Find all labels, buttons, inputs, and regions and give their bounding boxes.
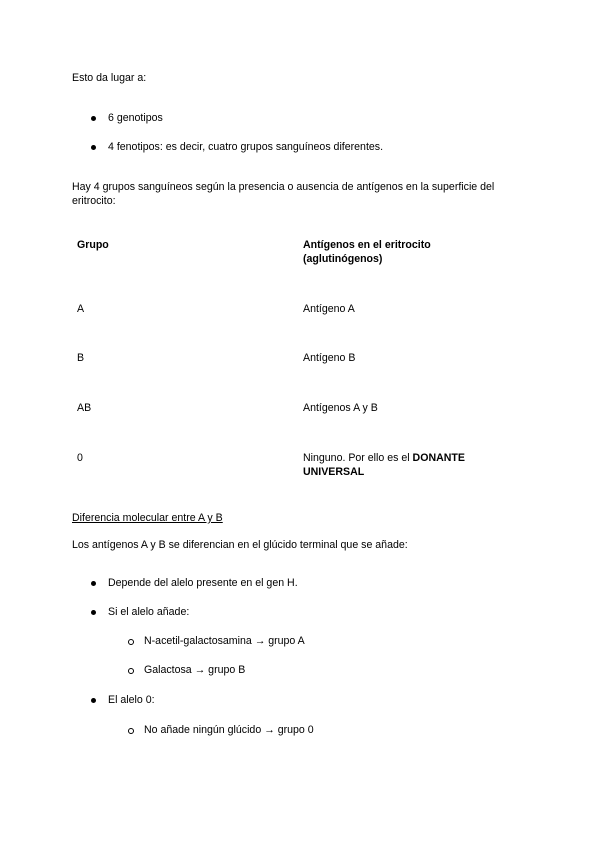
bullet-icon bbox=[91, 116, 96, 121]
table-cell-antigen: Antígenos A y B bbox=[303, 402, 378, 414]
paragraph-line: Hay 4 grupos sanguíneos según la presencia o ausencia de antígenos en la superficie del bbox=[72, 181, 495, 193]
table-cell-group: B bbox=[77, 352, 85, 364]
sub-list-item: No añade ningún glúcido → grupo 0 bbox=[144, 724, 314, 736]
table-cell-antigen: Antígeno A bbox=[303, 303, 355, 315]
circle-bullet-icon bbox=[128, 668, 134, 674]
bullet-icon bbox=[91, 610, 96, 615]
circle-bullet-icon bbox=[128, 728, 134, 734]
universal-donor-label: DONANTE bbox=[412, 452, 465, 464]
section-paragraph: Los antígenos A y B se diferencian en el glúcido terminal que se añade: bbox=[72, 539, 408, 551]
table-cell-antigen bbox=[303, 451, 465, 465]
list-item: 4 fenotipos: es decir, cuatro grupos sanguíneos diferentes. bbox=[108, 141, 384, 153]
sub-list-item: N-acetil-galactosamina → grupo A bbox=[144, 635, 305, 647]
sub-list-item: Galactosa → grupo B bbox=[144, 664, 246, 676]
table-cell-group: 0 bbox=[77, 452, 83, 464]
antigen-text: Ninguno. Por ello es el bbox=[303, 452, 413, 464]
list-item: 6 genotipos bbox=[108, 112, 163, 124]
paragraph-line: eritrocito: bbox=[72, 195, 116, 207]
list-item: Si el alelo añade: bbox=[108, 606, 190, 618]
bullet-icon bbox=[91, 698, 96, 703]
bullet-icon bbox=[91, 581, 96, 586]
universal-donor-label-cont: UNIVERSAL bbox=[303, 466, 365, 478]
table-header-antigens: Antígenos en el eritrocito bbox=[303, 239, 431, 251]
intro-text: Esto da lugar a: bbox=[72, 72, 147, 84]
table-cell-antigen: Antígeno B bbox=[303, 352, 356, 364]
list-item: El alelo 0: bbox=[108, 694, 155, 706]
circle-bullet-icon bbox=[128, 639, 134, 645]
table-header-antigens-sub: (aglutinógenos) bbox=[303, 253, 383, 265]
table-cell-group: AB bbox=[77, 402, 92, 414]
list-item: Depende del alelo presente en el gen H. bbox=[108, 577, 298, 589]
table-cell-group: A bbox=[77, 303, 85, 315]
bullet-icon bbox=[91, 145, 96, 150]
table-header-group: Grupo bbox=[77, 239, 109, 251]
section-title: Diferencia molecular entre A y B bbox=[72, 512, 223, 524]
